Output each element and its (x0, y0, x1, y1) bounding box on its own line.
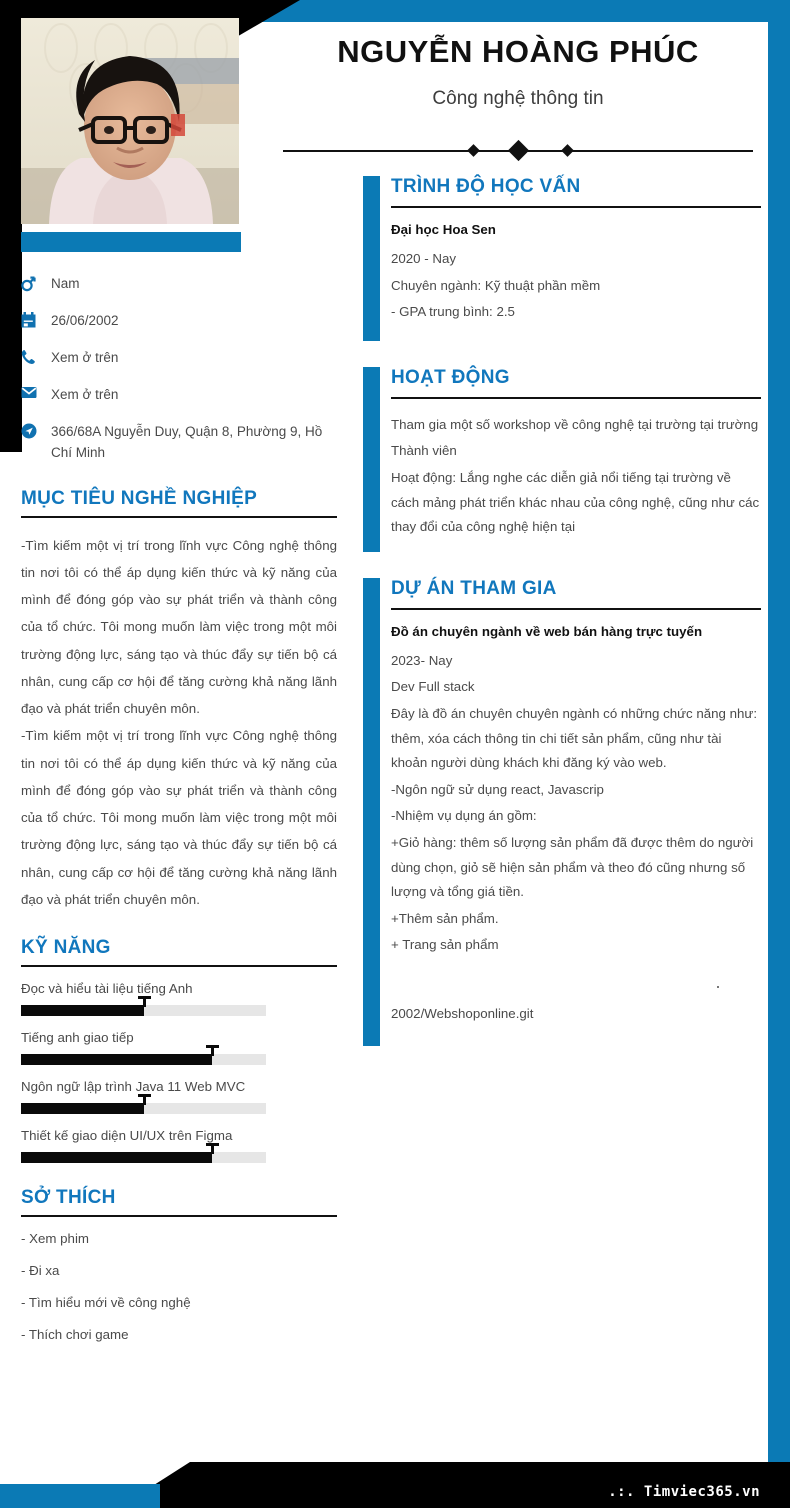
contact-item-gender (21, 274, 337, 295)
section-hobbies (21, 1187, 337, 1342)
section-title: SỞ THÍCH (21, 1187, 116, 1209)
skill-bar-knob (143, 1096, 146, 1105)
section-objective (21, 488, 337, 914)
objective-paragraph-2: -Tìm kiếm một vị trí trong lĩnh vực Công nghệ thông tin nơi tôi có thể áp dụng kiến thức và kỹ năng của mình để đóng góp vào sự phát triển và thành công của tổ chức. Tôi mong muốn làm việc trong một môi trường động lực, sáng tạo và thúc đẩy sự tiến bộ cá nhân, cung cấp cơ hội để tăng cường khả năng lãnh đạo và phát triển chuyên môn. (21, 728, 337, 907)
diamond-icon (508, 140, 529, 161)
left-column (21, 274, 337, 1359)
email-icon (21, 385, 51, 399)
skill-bar-knob (143, 998, 146, 1007)
section-rule (391, 608, 761, 610)
skill-name: Tiếng anh giao tiếp (21, 1030, 134, 1046)
section-accent-tab (363, 367, 380, 552)
skill-bar-fill (21, 1152, 212, 1163)
gender-icon (21, 274, 51, 292)
diamond-icon (467, 144, 480, 157)
skill-bar (21, 1005, 266, 1016)
section-title: KỸ NĂNG (21, 937, 111, 959)
location-icon (21, 422, 51, 439)
footer-blue-corner (0, 1484, 160, 1508)
skill-bar-knob (211, 1145, 214, 1154)
activities-line-2: Thành viên (391, 443, 457, 459)
contact-item-email (21, 385, 337, 406)
section-education (363, 176, 761, 341)
objective-paragraph-1: -Tìm kiếm một vị trí trong lĩnh vực Công nghệ thông tin nơi tôi có thể áp dụng kiến thức và kỹ năng của mình để đóng góp vào sự phát triển và thành công của tổ chức. Tôi mong muốn làm việc trong một môi trường động lực, sáng tạo và thúc đẩy sự tiến bộ cá nhân, cung cấp cơ hội để tăng cường khả năng lãnh đạo và phát triển chuyên môn. (21, 537, 337, 717)
skill-item (21, 1128, 337, 1163)
hobby-item: - Đi xa (21, 1263, 60, 1279)
project-task-2: +Thêm sản phẩm. (391, 910, 499, 926)
contact-value: Xem ở trên (51, 386, 119, 402)
section-skills (21, 937, 337, 1163)
section-title: TRÌNH ĐỘ HỌC VẤN (391, 176, 581, 197)
contact-list (21, 274, 337, 464)
project-repo: 2002/Webshoponline.git (391, 1005, 534, 1021)
right-column (363, 176, 761, 1072)
section-title: DỰ ÁN THAM GIA (391, 577, 557, 599)
contact-item-phone (21, 348, 337, 369)
contact-value: Nam (51, 276, 80, 291)
skill-name: Thiết kế giao diện UI/UX trên Figma (21, 1128, 233, 1144)
skill-bar-fill (21, 1103, 144, 1114)
top-blue-band (238, 0, 790, 22)
section-rule (391, 397, 761, 399)
footer-brand: .:. Timviec365.vn (608, 1484, 760, 1500)
education-period: 2020 - Nay (391, 251, 457, 266)
hobby-item: - Thích chơi game (21, 1327, 129, 1343)
contact-value: Xem ở trên (51, 349, 119, 365)
skill-item (21, 981, 337, 1016)
project-task-3: + Trang sản phẩm (391, 937, 499, 953)
skill-item (21, 1030, 337, 1065)
skill-bar-fill (21, 1005, 144, 1016)
project-description: Đây là đồ án chuyên chuyên ngành có những chức năng như: thêm, xóa cách thông tin chi tiết sản phẩm, cũng như tài khoản người dùng khách khi đăng ký vào web. (391, 705, 758, 771)
project-tasks-label: -Nhiệm vụ dụng án gồm: (391, 808, 537, 824)
section-rule (21, 516, 337, 518)
section-title: HOẠT ĐỘNG (391, 366, 510, 388)
stray-dot (717, 986, 719, 988)
project-tech: -Ngôn ngữ sử dụng react, Javascrip (391, 781, 604, 797)
activities-line-3: Hoạt động: Lắng nghe các diễn giả nổi tiếng tại trường về cách mảng phát triển khác nhau của công nghệ, cũng như các thay đổi của công nghệ hiện tại (391, 469, 760, 535)
candidate-role: Công nghệ thông tin (432, 87, 604, 109)
contact-item-address (21, 422, 337, 464)
section-rule (21, 1215, 337, 1217)
project-role: Dev Full stack (391, 679, 475, 695)
contact-value: 26/06/2002 (51, 312, 119, 328)
section-title: MỤC TIÊU NGHỀ NGHIỆP (21, 487, 258, 509)
project-name: Đồ án chuyên ngành về web bán hàng trực tuyến (391, 623, 703, 639)
hobby-item: - Xem phim (21, 1231, 89, 1247)
contact-value: 366/68A Nguyễn Duy, Quận 8, Phường 9, Hồ Chí Minh (51, 423, 323, 460)
section-accent-tab (363, 578, 380, 1047)
section-rule (391, 206, 761, 208)
skill-name: Ngôn ngữ lập trình Java 11 Web MVC (21, 1079, 246, 1095)
skill-name: Đọc và hiểu tài liệu tiếng Anh (21, 981, 193, 997)
skill-bar (21, 1103, 266, 1114)
section-projects (363, 578, 761, 1047)
section-rule (21, 965, 337, 967)
calendar-icon (21, 311, 51, 328)
section-activities (363, 367, 761, 552)
education-gpa: - GPA trung bình: 2.5 (391, 304, 515, 320)
activities-line-1: Tham gia một số workshop về công nghệ tại trường tại trường (391, 416, 759, 432)
profile-photo (21, 18, 239, 224)
section-accent-tab (363, 176, 380, 341)
profile-photo-image (21, 18, 239, 224)
header (283, 34, 753, 110)
skill-item (21, 1079, 337, 1114)
right-blue-band (768, 0, 790, 1489)
education-school: Đại học Hoa Sen (391, 222, 496, 237)
diamond-icon (561, 144, 574, 157)
hobby-item: - Tìm hiểu mới về công nghệ (21, 1295, 191, 1311)
phone-icon (21, 348, 51, 365)
project-period: 2023- Nay (391, 652, 453, 668)
left-black-band (0, 0, 22, 452)
project-task-1: +Giỏ hàng: thêm số lượng sản phẩm đã được thêm do người dùng chọn, giỏ sẽ hiện sản phẩm và theo đó cũng nhưng số lượng và tổng giá tiền. (391, 834, 754, 900)
candidate-name: NGUYỄN HOÀNG PHÚC (337, 34, 699, 69)
skill-bar-knob (211, 1047, 214, 1056)
skill-bar-fill (21, 1054, 212, 1065)
header-divider (283, 146, 753, 156)
photo-accent-bar (21, 232, 241, 252)
skill-bar (21, 1152, 266, 1163)
skill-bar (21, 1054, 266, 1065)
contact-item-birthday (21, 311, 337, 332)
education-major: Chuyên ngành: Kỹ thuật phần mềm (391, 277, 601, 293)
